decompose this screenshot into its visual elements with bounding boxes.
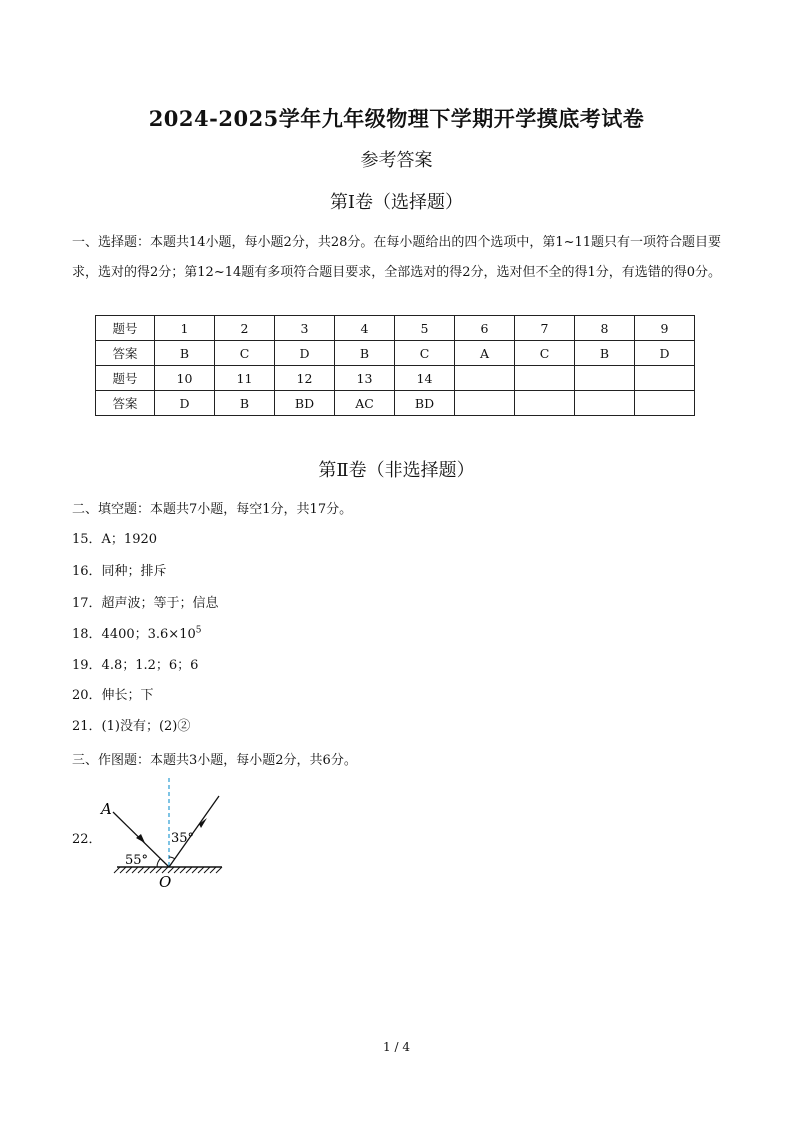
- table-cell: 2: [215, 316, 275, 341]
- table-cell: 题号: [96, 366, 155, 391]
- table-cell: [515, 391, 575, 416]
- table-cell: AC: [335, 391, 395, 416]
- incident-angle-label: 55°: [125, 853, 149, 868]
- table-row: [96, 391, 695, 416]
- page-title: 2024-2025学年九年级物理下学期开学摸底考试卷: [148, 106, 645, 131]
- page-subtitle: 参考答案: [360, 150, 433, 171]
- table-cell: B: [155, 341, 215, 366]
- table-cell: 6: [455, 316, 515, 341]
- answer-20: 20．伸长；下: [72, 688, 154, 703]
- table-cell: 13: [335, 366, 395, 391]
- part1-heading: 第Ⅰ卷（选择题）: [329, 192, 464, 213]
- table-cell: 4: [335, 316, 395, 341]
- reflect-angle-arc: [169, 857, 175, 859]
- table-cell: D: [635, 341, 695, 366]
- table-cell: 答案: [96, 391, 155, 416]
- table-cell: C: [515, 341, 575, 366]
- table-cell: 7: [515, 316, 575, 341]
- table-cell: C: [395, 341, 455, 366]
- table-cell: BD: [275, 391, 335, 416]
- answer-17: 17．超声波；等于；信息: [72, 596, 219, 611]
- table-cell: 题号: [96, 316, 155, 341]
- answer-21: 21．(1)没有；(2)②: [72, 719, 191, 734]
- table-cell: D: [155, 391, 215, 416]
- table-cell: [635, 366, 695, 391]
- table-cell: [455, 366, 515, 391]
- table-cell: 10: [155, 366, 215, 391]
- table-cell: 14: [395, 366, 455, 391]
- answer-18-exponent: 5: [195, 625, 202, 636]
- answer-18: [72, 623, 201, 642]
- table-row: [96, 341, 695, 366]
- table-cell: B: [335, 341, 395, 366]
- table-cell: 8: [575, 316, 635, 341]
- table-row: [96, 366, 695, 391]
- table-cell: [635, 391, 695, 416]
- table-cell: [455, 391, 515, 416]
- part2-heading: 第Ⅱ卷（非选择题）: [318, 460, 475, 481]
- table-cell: D: [275, 341, 335, 366]
- table-cell: 12: [275, 366, 335, 391]
- table-cell: B: [575, 341, 635, 366]
- table-row: [96, 316, 695, 341]
- table-cell: 答案: [96, 341, 155, 366]
- answer-19: 19．4.8；1.2；6；6: [72, 658, 199, 673]
- answer-18-base: 18．4400；3.6×10: [72, 627, 196, 642]
- point-a-label: A: [101, 800, 112, 818]
- table-cell: 3: [275, 316, 335, 341]
- answer-16: 16．同种；排斥: [72, 564, 167, 579]
- table-cell: [515, 366, 575, 391]
- table-cell: [575, 391, 635, 416]
- table-cell: B: [215, 391, 275, 416]
- table-cell: [575, 366, 635, 391]
- answer-table: [95, 315, 695, 416]
- question-22-number: 22．: [72, 832, 102, 847]
- answer-15: 15．A；1920: [72, 532, 158, 547]
- reflection-diagram: [95, 778, 235, 893]
- reflect-angle-label: 35°: [171, 831, 195, 846]
- table-cell: BD: [395, 391, 455, 416]
- section2-instructions: 二、填空题：本题共7小题，每空1分，共17分。: [72, 502, 353, 517]
- point-o-label: O: [159, 873, 172, 891]
- page-number: 1 / 4: [383, 1040, 410, 1054]
- table-cell: 1: [155, 316, 215, 341]
- section3-instructions: 三、作图题：本题共3小题，每小题2分，共6分。: [72, 753, 357, 768]
- section1-instructions: 一、选择题：本题共14小题，每小题2分，共28分。在每小题给出的四个选项中，第1~11题只有一项符合题目要求，选对的得2分；第12~14题有多项符合题目要求，全部选对的得2分，选对但不全的得1分，有选错的得0分。: [72, 235, 722, 280]
- table-cell: A: [455, 341, 515, 366]
- table-cell: 9: [635, 316, 695, 341]
- table-cell: C: [215, 341, 275, 366]
- table-cell: 11: [215, 366, 275, 391]
- table-cell: 5: [395, 316, 455, 341]
- incident-angle-arc: [157, 859, 161, 868]
